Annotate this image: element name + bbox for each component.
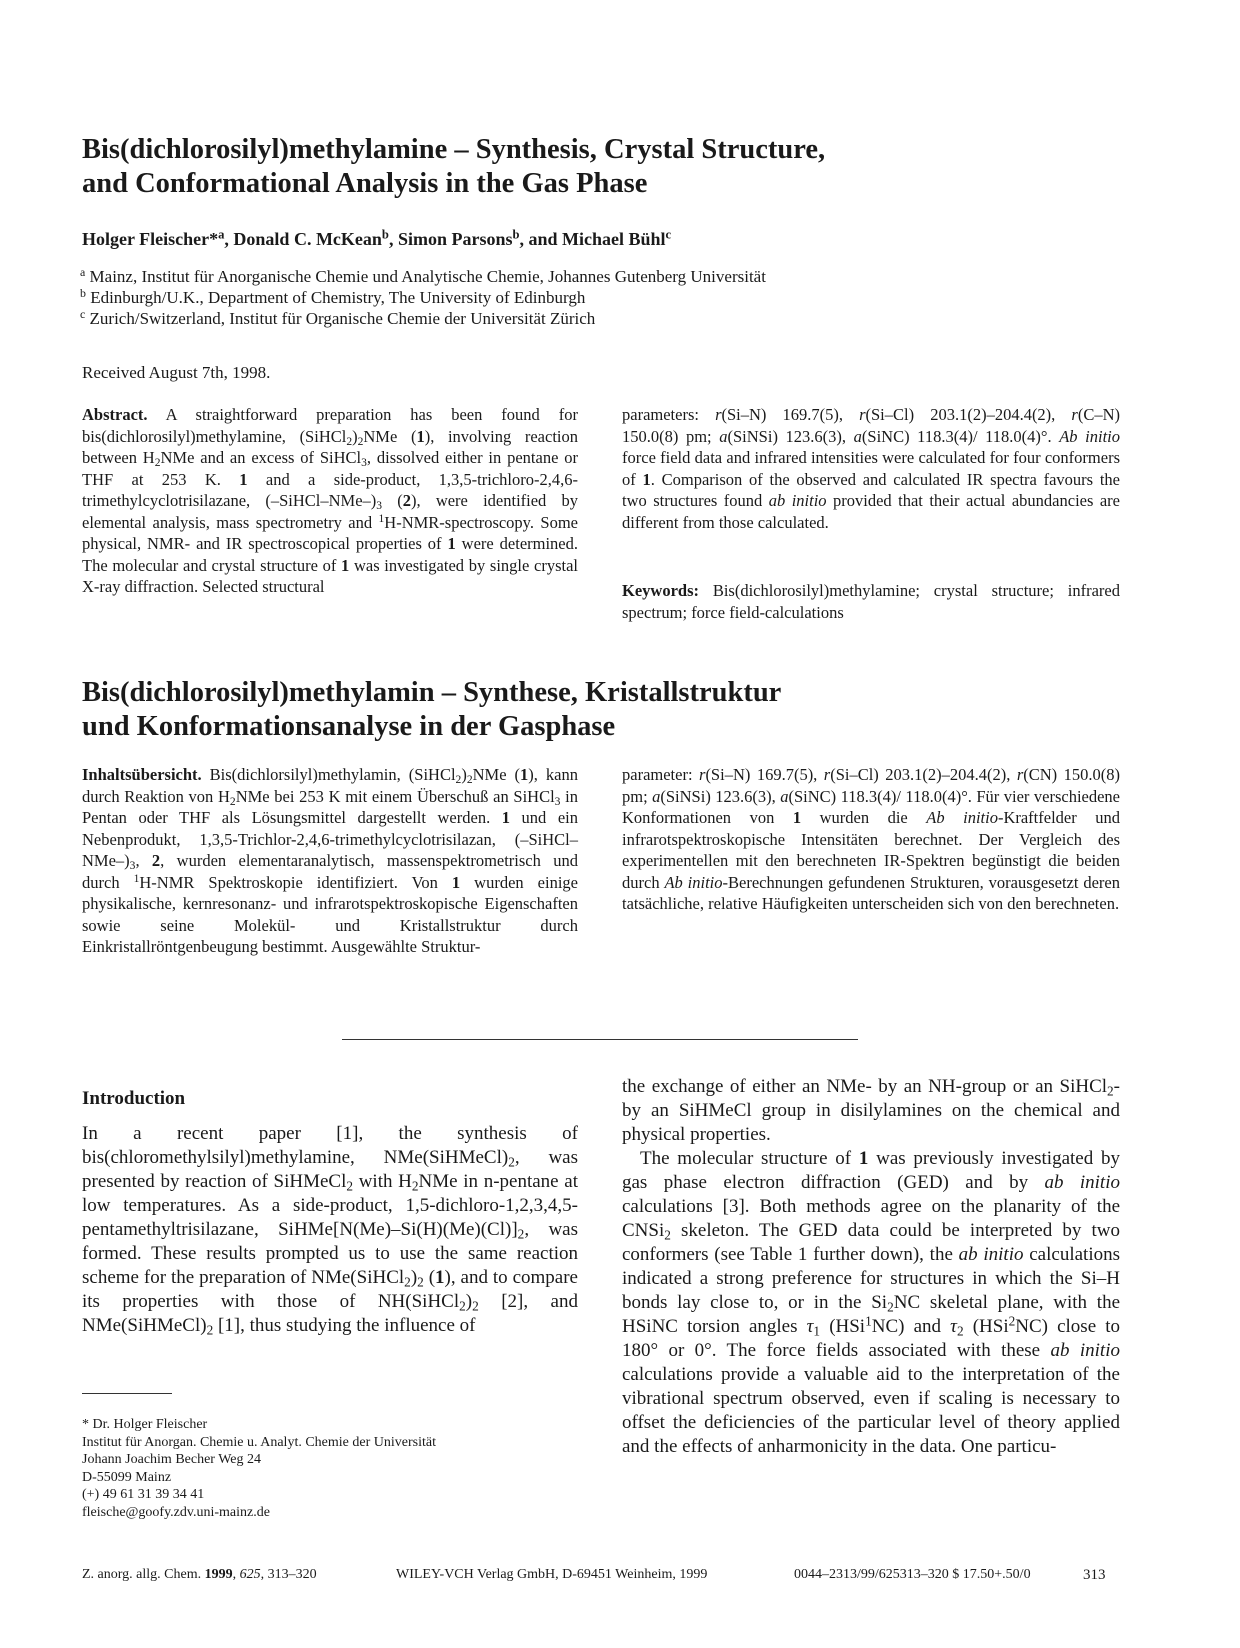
author-list — [82, 228, 671, 250]
compound-ref: 2 — [151, 851, 161, 870]
citation-separator: , — [232, 1567, 240, 1582]
affiliation-c — [80, 308, 595, 329]
intro-text: - by an SiHMeCl group in disilylamines on the chemical and physical properties. — [622, 1076, 1120, 1145]
intro-text: , was presented by reaction of SiHMeCl — [82, 1147, 578, 1192]
compound-ref: 1 — [501, 808, 510, 827]
footnote-line: * Dr. Holger Fleischer — [82, 1417, 208, 1432]
german-title-line-1: Bis(dichlorosilyl)methylamin – Synthese, Kristallstruktur — [82, 677, 782, 708]
affiliation-b-marker: b — [80, 286, 86, 301]
introduction-right-column: the exchange of either an NMe- by an NH-group or an SiHCl$_2$- by an SiHMeCl group in disilylamines on the chemical and physical properties. The molecular structure of 1 was previously investigated by gas phase electron diffraction (GED) and by ab initio calculations [3]. Both methods agree on the planarity of the CNSi$_2$ skeleton. The GED data could be interpreted by two conformers (see Table 1 further down), the ab initio calculations indicated a strong preference for structures in which the Si–H bonds lay close to, or in the $Si_2NC$ skeletal plane, with the HSiNC torsion angles $\tau_1$ (HSi$^1$NC) and $\tau_2$ (HSi$^2$NC) close to 180° or 0°. The force fields associated with these ab initio calculations provide a valuable aid to the interpretation of the vibrational spectrum observed, even if scaling is necessary to offset the deficiencies of the particular level of theory applied and the effects of anharmonicity in the data. One particu- — [622, 1076, 1121, 1457]
paper-title — [82, 133, 825, 201]
german-text: NMe ( — [472, 765, 521, 784]
corresponding-author-footnote — [82, 1416, 436, 1522]
keywords-label: Keywords: — [622, 581, 699, 600]
compound-ref: 1 — [642, 469, 651, 489]
german-abstract-label: Inhaltsübersicht. — [82, 765, 202, 784]
compound-ref: 1 — [447, 534, 456, 553]
affiliation-a — [80, 266, 766, 287]
abstract-text: . Comparison of the observed and calculated IR spectra favours the two structures found — [622, 469, 1121, 510]
intro-text: NMe in n-pentane at low temperatures. As a side-product, 1,5-dichloro-1,2,3,4,5-pentamethyltrisilazane, SiHMe[N(Me)–Si(H)(Me)(Cl)] — [82, 1171, 579, 1240]
affiliation-c-marker: c — [80, 307, 86, 322]
intro-text: the exchange of either an NMe- by an NH-group or an SiHCl — [622, 1076, 1108, 1097]
footnote-line: Institut für Anorgan. Chemie u. Analyt. Chemie der Universität — [82, 1434, 436, 1450]
introduction-heading: Introduction — [82, 1088, 186, 1109]
intro-text: ) — [465, 1291, 473, 1312]
keywords-text: Bis(dichlorosilyl)methylamine; crystal structure; infrared spectrum; force field-calculations — [622, 581, 1120, 622]
compound-ref: 1 — [858, 1148, 869, 1169]
author-3: , Simon Parsons — [388, 229, 513, 249]
abstract-text: , dissolved either in pentane or THF at 253 K. — [82, 448, 578, 489]
intro-text: calculations [3]. Both methods agree on the planarity of the CNSi — [622, 1196, 1120, 1241]
abstract-text: (SiNC) 118.3(4)/ 118.0(4)°. — [861, 426, 1060, 446]
journal-volume: 625 — [239, 1567, 261, 1582]
abstract-text: force field data and infrared intensities were calculated for four conformers of — [622, 448, 1120, 489]
page-number: 313 — [1083, 1567, 1106, 1583]
journal-citation — [82, 1566, 317, 1584]
german-text: in Pentan oder THF als Lösungsmittel dargestellt werden. — [82, 786, 578, 827]
title-line-2: and Conformational Analysis in the Gas Phase — [82, 168, 648, 199]
author-3-affil: b — [512, 227, 520, 242]
intro-text: calculations provide a valuable aid to the interpretation of the vibrational spectrum observed, even if scaling is necessary to offset the deficiencies of the particular level of theory applied and the effects of anharmonicity in the data. One particu- — [622, 1364, 1120, 1457]
intro-text: ab initio — [1050, 1340, 1120, 1361]
footnote-line: (+) 49 61 31 39 34 41 — [82, 1487, 205, 1503]
keywords — [622, 580, 1120, 623]
abstract-text: (Si–Cl) 203.1(2)–204.4(2), — [865, 405, 1072, 424]
intro-text: In a recent paper [1], the synthesis of bis(chloromethylsilyl)methylamine, NMe(SiHMeCl) — [82, 1123, 578, 1168]
abstract-text: Ab initio — [1059, 426, 1120, 446]
compound-ref: 1 — [435, 1267, 445, 1288]
abstract-right-column: parameters: r(Si–N) 169.7(5), r(Si–Cl) 203.1(2)–204.4(2), r(C–N) 150.0(8) pm; a(SiNSi) 123.6(3), a(SiNC) 118.3(4)/ 118.0(4)°. Ab initio force field data and infrared intensities were calculated for four conformers of 1. Comparison of the observed and calculated IR spectra favours the two structures found ab initio provided that their actual abundancies are different from those calculated. — [622, 405, 1121, 532]
intro-text: ( — [423, 1267, 436, 1288]
german-text: (SiNSi) 123.6(3), — [660, 786, 781, 806]
german-text: ), kann durch Reaktion von H — [82, 765, 578, 806]
compound-ref: 1 — [416, 426, 425, 446]
german-text: Bis(dichlorsilyl)methylamin, (SiHCl — [201, 765, 456, 784]
footnote-line: Johann Joachim Becher Weg 24 — [82, 1452, 262, 1468]
abstract-text: NMe ( — [363, 426, 417, 446]
intro-text: NC skeletal plane, with the HSiNC torsion angles — [622, 1292, 1121, 1337]
author-2: , Donald C. McKean — [224, 229, 382, 249]
intro-text: ab initio — [1044, 1172, 1120, 1193]
intro-text: [2], and NMe(SiHMeCl) — [82, 1291, 578, 1336]
compound-ref: 1 — [520, 765, 529, 784]
abstract-text: H-NMR-spectroscopy. Some physical, NMR- and IR spectroscopical properties of — [82, 512, 579, 553]
affiliation-b — [80, 287, 585, 308]
footnote-rule — [82, 1393, 172, 1394]
author-1-affil: a — [218, 227, 225, 242]
compound-ref: 2 — [402, 491, 411, 510]
abstract-text: ( — [382, 491, 403, 510]
abstract-text: provided that their actual abundancies are different from those calculated. — [622, 491, 1120, 532]
german-text: (CN) 150.0(8) pm; — [622, 765, 1121, 806]
german-title — [82, 676, 781, 744]
german-text: -Kraftfelder und infrarotspektroskopische Intensitäten berechnet. Der Vergleich des experimentellen mit den berechneten IR-Spektren begünstigt die beiden durch — [622, 808, 1120, 892]
german-text: Ab initio — [664, 872, 723, 892]
german-text: , — [135, 851, 152, 870]
german-text: ) — [461, 765, 467, 784]
affiliation-a-text: Mainz, Institut für Anorganische Chemie und Analytische Chemie, Johannes Gutenberg Universität — [89, 267, 766, 286]
compound-ref: 1 — [239, 469, 248, 489]
author-4: , and Michael Bühl — [519, 229, 666, 249]
abstract-text: NMe and an excess of SiHCl — [160, 448, 362, 467]
affiliation-a-marker: a — [80, 265, 86, 280]
author-1: Holger Fleischer* — [82, 229, 219, 249]
abstract-text: (C–N) 150.0(8) pm; — [622, 405, 1120, 446]
german-text: (Si–N) 169.7(5), — [705, 765, 824, 784]
german-text: wurden einige physikalische, kernresonanz- und infrarotspektroskopische Eigenschaften sowie seine Molekül- und Kristallstruktur durch Einkristallröntgenbeugung bestimmt. Ausgewählte Struktur- — [82, 872, 578, 956]
german-text: -Berechnungen gefundenen Strukturen, vorausgesetzt deren tatsächliche, relative Häufigkeiten unterscheiden sich von den berechneten. — [622, 872, 1120, 913]
compound-ref: 1 — [341, 555, 350, 575]
german-text: NMe bei 253 K mit einem Überschuß an SiHCl — [235, 786, 555, 806]
compound-ref: 1 — [451, 872, 461, 892]
issn-code: 0044–2313/99/625313–320 $ 17.50+.50/0 — [794, 1567, 1031, 1582]
intro-text: NC) and — [871, 1316, 951, 1337]
german-text: (Si–Cl) 203.1(2)–204.4(2), — [830, 765, 1017, 784]
author-4-affil: c — [665, 227, 672, 242]
german-title-line-2: und Konformationsanalyse in der Gasphase — [82, 711, 616, 742]
abstract-text: was investigated by single crystal X-ray diffraction. Selected structural — [82, 555, 578, 596]
german-abstract-right-column: parameter: r(Si–N) 169.7(5), r(Si–Cl) 203.1(2)–204.4(2), r(CN) 150.0(8) pm; a(SiNSi) 123.6(3), a(SiNC) 118.3(4)/ 118.0(4)°. Für vier verschiedene Konformationen von 1 wurden die Ab initio-Kraftfelder und infrarotspektroskopische Intensitäten berechnet. Der Vergleich des experimentellen mit den berechneten IR-Spektren begünstigt die beiden durch Ab initio-Berechnungen gefundenen Strukturen, vorausgesetzt deren tatsächliche, relative Häufigkeiten unterscheiden sich von den berechneten. — [622, 765, 1121, 913]
intro-text: ab initio — [958, 1244, 1024, 1265]
intro-text: calculations indicated a strong preference for structures in which the Si–H bonds lay close to, or in the Si — [622, 1244, 1120, 1313]
author-2-affil: b — [381, 227, 389, 242]
intro-text: skeleton. The GED data could be interpreted by two conformers (see Table 1 further down), the — [622, 1220, 1120, 1265]
abstract-label: Abstract. — [82, 405, 148, 424]
abstract-text: ab initio — [768, 491, 827, 510]
abstract-text: A straightforward preparation has been found for bis(dichlorosilyl)methylamine, (SiHCl — [82, 405, 578, 446]
german-text: (SiNC) 118.3(4)/ 118.0(4)°. Für vier verschiedene Konformationen von — [622, 786, 1120, 827]
abstract-text: ) — [352, 426, 358, 446]
abstract-left-column: Abstract. A straightforward preparation has been found for bis(dichlorosilyl)methylamine, $(SiHCl_2)_2NMe$ (1), involving reaction between $H_2NMe$ and an excess of SiHCl$_3$, dissolved either in pentane or THF at 253 K. 1 and a side-product, 1,3,5-trichloro-2,4,6-trimethylcyclotrisilazane, $(-SiHCl-NMe-)_3$ (2), were identified by elemental analysis, mass spectrometry and $^1$H-NMR-spectroscopy. Some physical, NMR- and IR spectroscopical properties of 1 were determined. The molecular and crystal structure of 1 was investigated by single crystal X-ray diffraction. Selected structural — [82, 405, 579, 596]
intro-text: ) — [410, 1267, 418, 1288]
footnote-email: fleische@goofy.zdv.uni-mainz.de — [82, 1504, 270, 1520]
intro-text: (HSi — [829, 1316, 866, 1337]
intro-text: (HSi — [972, 1316, 1009, 1337]
german-abstract-left-column: Inhaltsübersicht. Bis(dichlorsilyl)methylamin, $(SiHCl_2)_2NMe$ (1), kann durch Reaktion von $H_2NMe$ bei 253 K mit einem Überschuß an SiHCl$_3$ in Pentan oder THF als Lösungsmittel dargestellt werden. 1 und ein Nebenprodukt, 1,3,5-Trichlor-2,4,6-trimethylcyclotrisilazan, $(-SiHCl-NMe-)_3$, 2, wurden elementaranalytisch, massenspektrometrisch und durch $^1$H-NMR Spektroskopie identifiziert. Von 1 wurden einige physikalische, kernresonanz- und infrarotspektroskopische Eigenschaften sowie seine Molekül- und Kristallstruktur durch Einkristallröntgenbeugung bestimmt. Ausgewählte Struktur- — [82, 765, 578, 956]
german-text: und ein Nebenprodukt, 1,3,5-Trichlor-2,4,6-trimethylcyclotrisilazan, (–SiHCl–NMe–) — [82, 808, 578, 870]
abstract-text: ), involving reaction between H — [82, 426, 578, 467]
journal-pages: , 313–320 — [260, 1567, 317, 1582]
abstract-text: ), were identified by elemental analysis, mass spectrometry and — [82, 491, 579, 532]
german-text: , wurden elementaranalytisch, massenspektrometrisch und durch — [82, 851, 578, 892]
affiliation-b-text: Edinburgh/U.K., Department of Chemistry, The University of Edinburgh — [90, 288, 586, 307]
intro-text: NC) close to 180° or 0°. The force fields associated with these — [622, 1316, 1121, 1361]
abstract-text: (SiNSi) 123.6(3), — [727, 426, 854, 446]
german-text: parameter: — [622, 765, 700, 784]
received-date: Received August 7th, 1998. — [82, 363, 271, 382]
intro-text: with H — [353, 1171, 412, 1192]
compound-ref: 1 — [792, 808, 802, 827]
intro-text: The molecular structure of — [640, 1148, 859, 1169]
section-divider — [342, 1039, 858, 1040]
abstract-text: and a side-product, 1,3,5-trichloro-2,4,6-trimethylcyclotrisilazane, (–SiHCl–NMe–) — [82, 469, 578, 510]
intro-text: was previously investigated by gas phase electron diffraction (GED) and by — [622, 1148, 1120, 1193]
abstract-text: were determined. The molecular and crystal structure of — [82, 534, 578, 575]
introduction-left-column: In a recent paper [1], the synthesis of bis(chloromethylsilyl)methylamine, $NMe(SiHMeCl)_2$, was presented by reaction of SiHMeCl$_2$ with $H_2NMe$ in n-pentane at low temperatures. As a side-product, 1,5-dichloro-1,2,3,4,5-pentamethyltrisilazane, $SiHMe[N(Me)-Si(H)(Me)(Cl)]_2$, was formed. These results prompted us to use the same reaction scheme for the preparation of $NMe(SiHCl_2)_2$ (1), and to compare its properties with those of $NH(SiHCl_2)_2$ [2], and $NMe(SiHMeCl)_2$ [1], thus studying the influence of — [82, 1123, 579, 1338]
affiliation-c-text: Zurich/Switzerland, Institut für Organische Chemie der Universität Zürich — [89, 309, 596, 328]
german-text: Ab initio — [926, 808, 998, 827]
intro-text: , was formed. These results prompted us to use the same reaction scheme for the preparation of NMe(SiHCl — [82, 1219, 578, 1288]
abstract-text: parameters: — [622, 405, 716, 424]
german-text: wurden die — [801, 808, 927, 827]
journal-name: Z. anorg. allg. Chem. — [82, 1567, 205, 1582]
journal-year: 1999 — [204, 1567, 233, 1582]
abstract-text: (Si–N) 169.7(5), — [721, 405, 860, 424]
intro-text: ), and to compare its properties with those of NH(SiHCl — [82, 1267, 578, 1312]
publisher: WILEY-VCH Verlag GmbH, D-69451 Weinheim, 1999 — [396, 1567, 708, 1582]
german-text: H-NMR Spektroskopie identifiziert. Von — [139, 872, 452, 892]
title-line-1: Bis(dichlorosilyl)methylamine – Synthesis, Crystal Structure, — [82, 134, 826, 165]
intro-text: [1], thus studying the influence of — [213, 1315, 476, 1336]
footnote-line: D-55099 Mainz — [82, 1469, 172, 1485]
